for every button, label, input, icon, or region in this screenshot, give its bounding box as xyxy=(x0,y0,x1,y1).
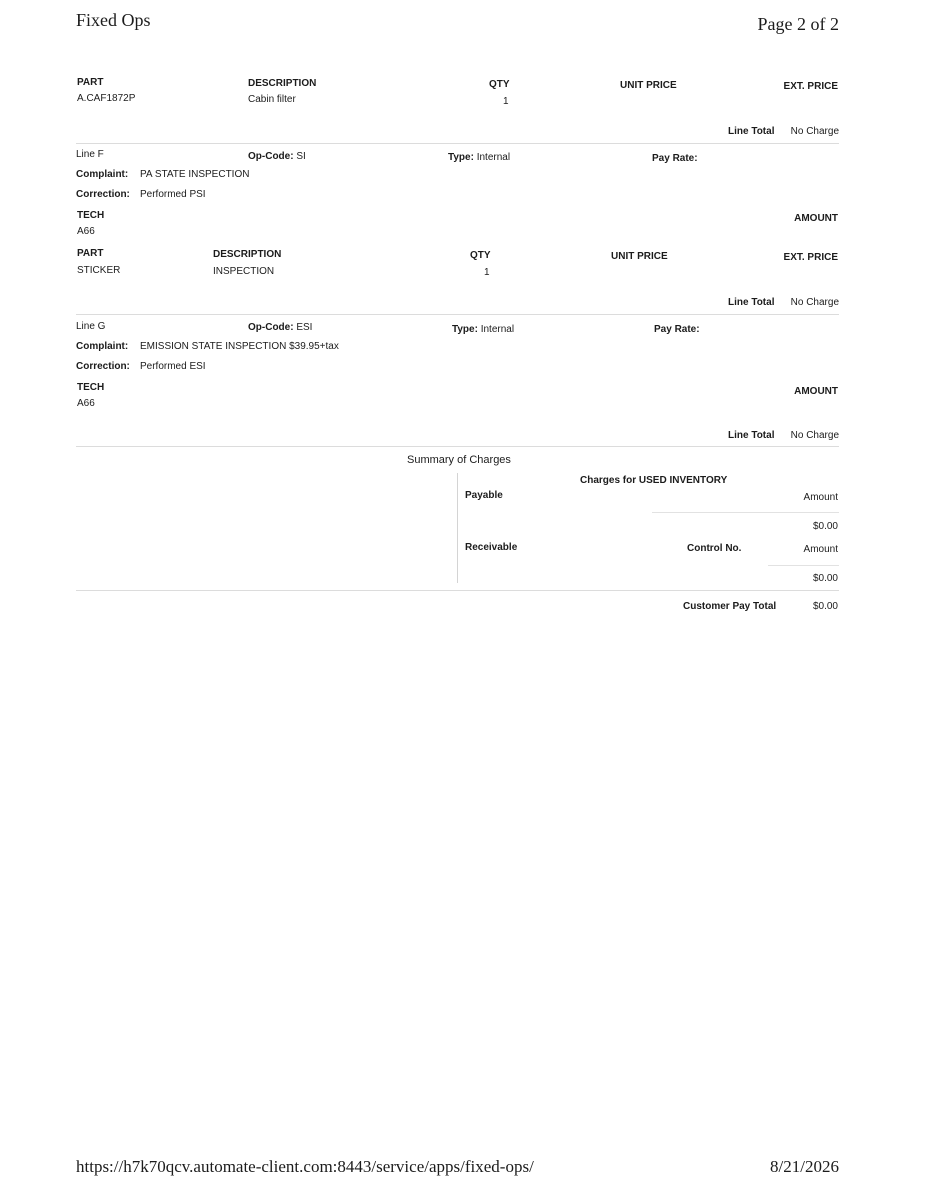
pay-rate-label: Pay Rate: xyxy=(652,153,698,164)
complaint-text: PA STATE INSPECTION xyxy=(140,169,250,180)
document-title: Fixed Ops xyxy=(76,10,151,30)
opcode-label: Op-Code: xyxy=(248,322,294,333)
opcode-label: Op-Code: xyxy=(248,151,294,162)
footer-url: https://h7k70qcv.automate-client.com:8443/service/apps/fixed-ops/ xyxy=(76,1157,534,1176)
charges-title: Charges for USED INVENTORY xyxy=(580,475,728,486)
part-qty: 1 xyxy=(503,96,509,107)
tech-value: A66 xyxy=(77,398,95,409)
line-total-value: No Charge xyxy=(790,126,839,137)
amount-label: AMOUNT xyxy=(794,386,838,397)
complaint-label: Complaint: xyxy=(76,341,129,352)
line-total-label: Line Total xyxy=(728,430,775,441)
part-description: Cabin filter xyxy=(248,94,296,105)
correction-label: Correction: xyxy=(76,361,130,372)
type-value: Internal xyxy=(480,324,515,335)
divider xyxy=(76,314,839,315)
col-header-unit-price: UNIT PRICE xyxy=(620,80,677,91)
part-number: STICKER xyxy=(77,265,121,276)
summary-title: Summary of Charges xyxy=(407,454,511,466)
col-header-unit-price: UNIT PRICE xyxy=(611,251,668,262)
type-label: Type: xyxy=(448,152,474,163)
divider xyxy=(76,590,839,591)
col-header-part: PART xyxy=(77,77,104,88)
tech-value: A66 xyxy=(77,226,95,237)
control-no-label: Control No. xyxy=(687,543,742,554)
col-header-part: PART xyxy=(77,248,104,259)
type-label: Type: xyxy=(452,324,478,335)
line-total-value: No Charge xyxy=(790,297,839,308)
complaint-label: Complaint: xyxy=(76,169,129,180)
line-total-label: Line Total xyxy=(728,126,775,137)
col-header-description: DESCRIPTION xyxy=(213,249,282,260)
line-label: Line G xyxy=(76,321,106,332)
tech-label: TECH xyxy=(77,210,105,221)
customer-pay-total-value: $0.00 xyxy=(812,601,838,612)
col-header-ext-price: EXT. PRICE xyxy=(783,81,838,92)
receivable-rule xyxy=(768,565,839,566)
opcode-value: SI xyxy=(296,151,306,162)
payable-rule xyxy=(652,512,839,513)
payable-amount: $0.00 xyxy=(812,521,838,532)
complaint-text: EMISSION STATE INSPECTION $39.95+tax xyxy=(140,341,339,352)
payable-amount-label: Amount xyxy=(803,492,838,503)
opcode-value: ESI xyxy=(296,322,313,333)
receivable-label: Receivable xyxy=(465,542,518,553)
customer-pay-total-label: Customer Pay Total xyxy=(683,601,777,612)
summary-divider xyxy=(457,473,458,583)
amount-label: AMOUNT xyxy=(794,213,838,224)
col-header-ext-price: EXT. PRICE xyxy=(783,252,838,263)
divider xyxy=(76,143,839,144)
pay-rate-label: Pay Rate: xyxy=(654,324,700,335)
correction-text: Performed ESI xyxy=(140,361,206,372)
receivable-amount: $0.00 xyxy=(812,573,838,584)
part-qty: 1 xyxy=(484,267,490,278)
footer-date: 8/21/2026 xyxy=(770,1157,839,1176)
col-header-qty: QTY xyxy=(489,79,510,90)
type-value: Internal xyxy=(476,152,511,163)
payable-label: Payable xyxy=(465,490,503,501)
line-label: Line F xyxy=(76,149,104,160)
col-header-description: DESCRIPTION xyxy=(248,78,317,89)
col-header-qty: QTY xyxy=(470,250,491,261)
receivable-amount-label: Amount xyxy=(803,544,838,555)
line-total-label: Line Total xyxy=(728,297,775,308)
divider xyxy=(76,446,839,447)
correction-label: Correction: xyxy=(76,189,130,200)
tech-label: TECH xyxy=(77,382,105,393)
line-total-value: No Charge xyxy=(790,430,839,441)
part-description: INSPECTION xyxy=(213,266,275,277)
part-number: A.CAF1872P xyxy=(77,93,136,104)
page-indicator: Page 2 of 2 xyxy=(757,14,839,34)
correction-text: Performed PSI xyxy=(140,189,206,200)
